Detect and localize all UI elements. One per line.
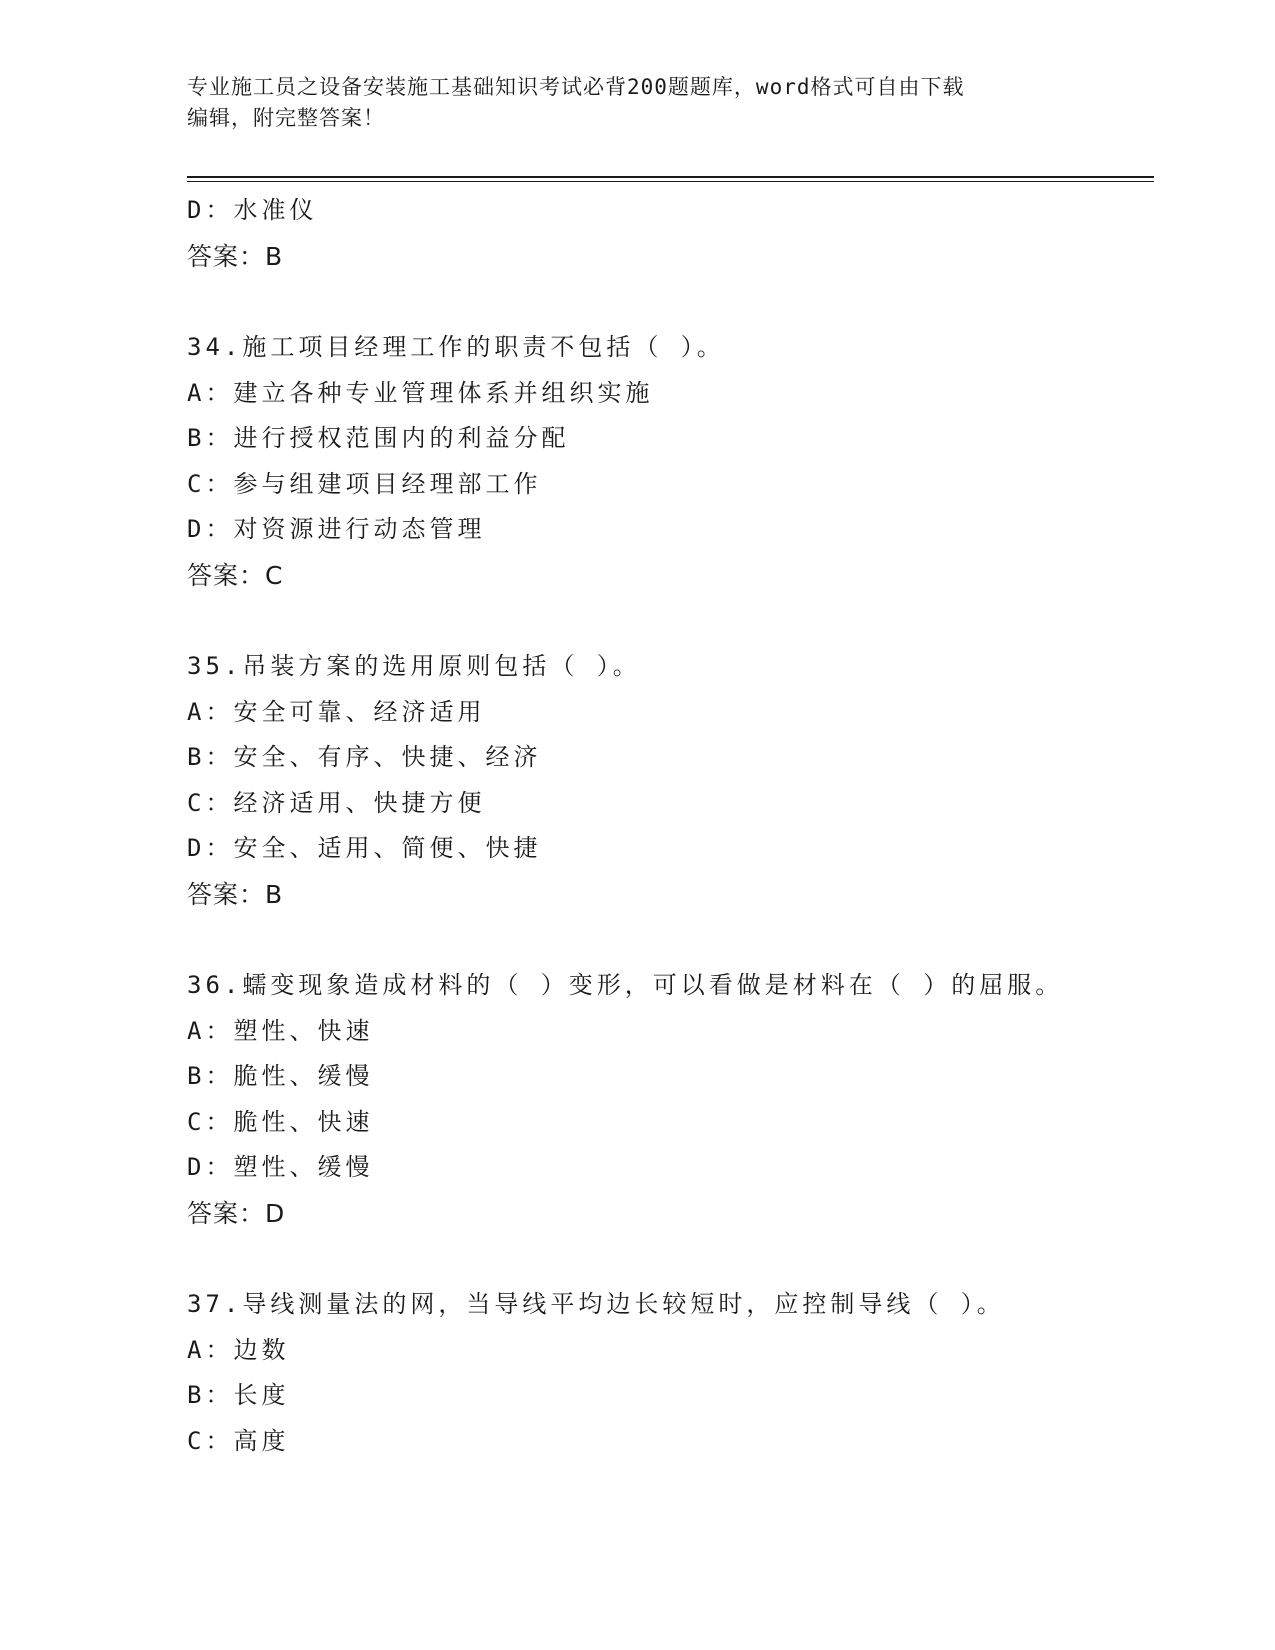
spacer [187,598,1154,644]
document-header [187,72,1077,134]
answer-line: 答案：D [187,1198,286,1228]
question-block-34 [187,325,1154,598]
option-d: D：水准仪 [187,196,318,224]
question-block-33-continued [187,188,1154,279]
option-b: B：长度 [187,1381,290,1409]
header-divider-thin [187,181,1154,182]
option-a: A：塑性、快速 [187,1016,374,1045]
question-block-35 [187,644,1154,917]
option-c: C：高度 [187,1426,290,1455]
spacer [187,279,1154,325]
question-block-37 [187,1282,1154,1464]
option-d: D：塑性、缓慢 [187,1153,374,1181]
question-text: 34.施工项目经理工作的职责不包括（ ）。 [187,333,725,361]
option-c: C：脆性、快速 [187,1107,374,1136]
option-c: C：经济适用、快捷方便 [187,788,486,817]
header-title-line-2: 编辑，附完整答案！ [187,106,385,130]
option-a: A：安全可靠、经济适用 [187,697,486,726]
option-a: A：建立各种专业管理体系并组织实施 [187,378,654,407]
option-b: B：进行授权范围内的利益分配 [187,424,570,452]
question-text: 37.导线测量法的网，当导线平均边长较短时，应控制导线（ ）。 [187,1290,1005,1318]
answer-line: 答案：B [187,241,284,271]
spacer [187,917,1154,963]
header-title-line-1: 专业施工员之设备安装施工基础知识考试必背200题题库，word格式可自由下载 [187,75,965,99]
option-a: A：边数 [187,1335,290,1364]
option-d: D：安全、适用、简便、快捷 [187,834,542,862]
question-list [187,188,1154,1464]
header-divider-thick [187,176,1154,178]
option-c: C：参与组建项目经理部工作 [187,469,542,498]
question-text: 36.蠕变现象造成材料的（ ）变形，可以看做是材料在（ ）的屈服。 [187,971,1064,999]
answer-line: 答案：B [187,879,284,909]
question-text: 35.吊装方案的选用原则包括（ ）。 [187,652,641,680]
answer-line: 答案：C [187,560,284,590]
option-d: D：对资源进行动态管理 [187,515,486,543]
spacer [187,1236,1154,1282]
option-b: B：安全、有序、快捷、经济 [187,743,542,771]
question-block-36 [187,963,1154,1236]
option-b: B：脆性、缓慢 [187,1062,374,1090]
